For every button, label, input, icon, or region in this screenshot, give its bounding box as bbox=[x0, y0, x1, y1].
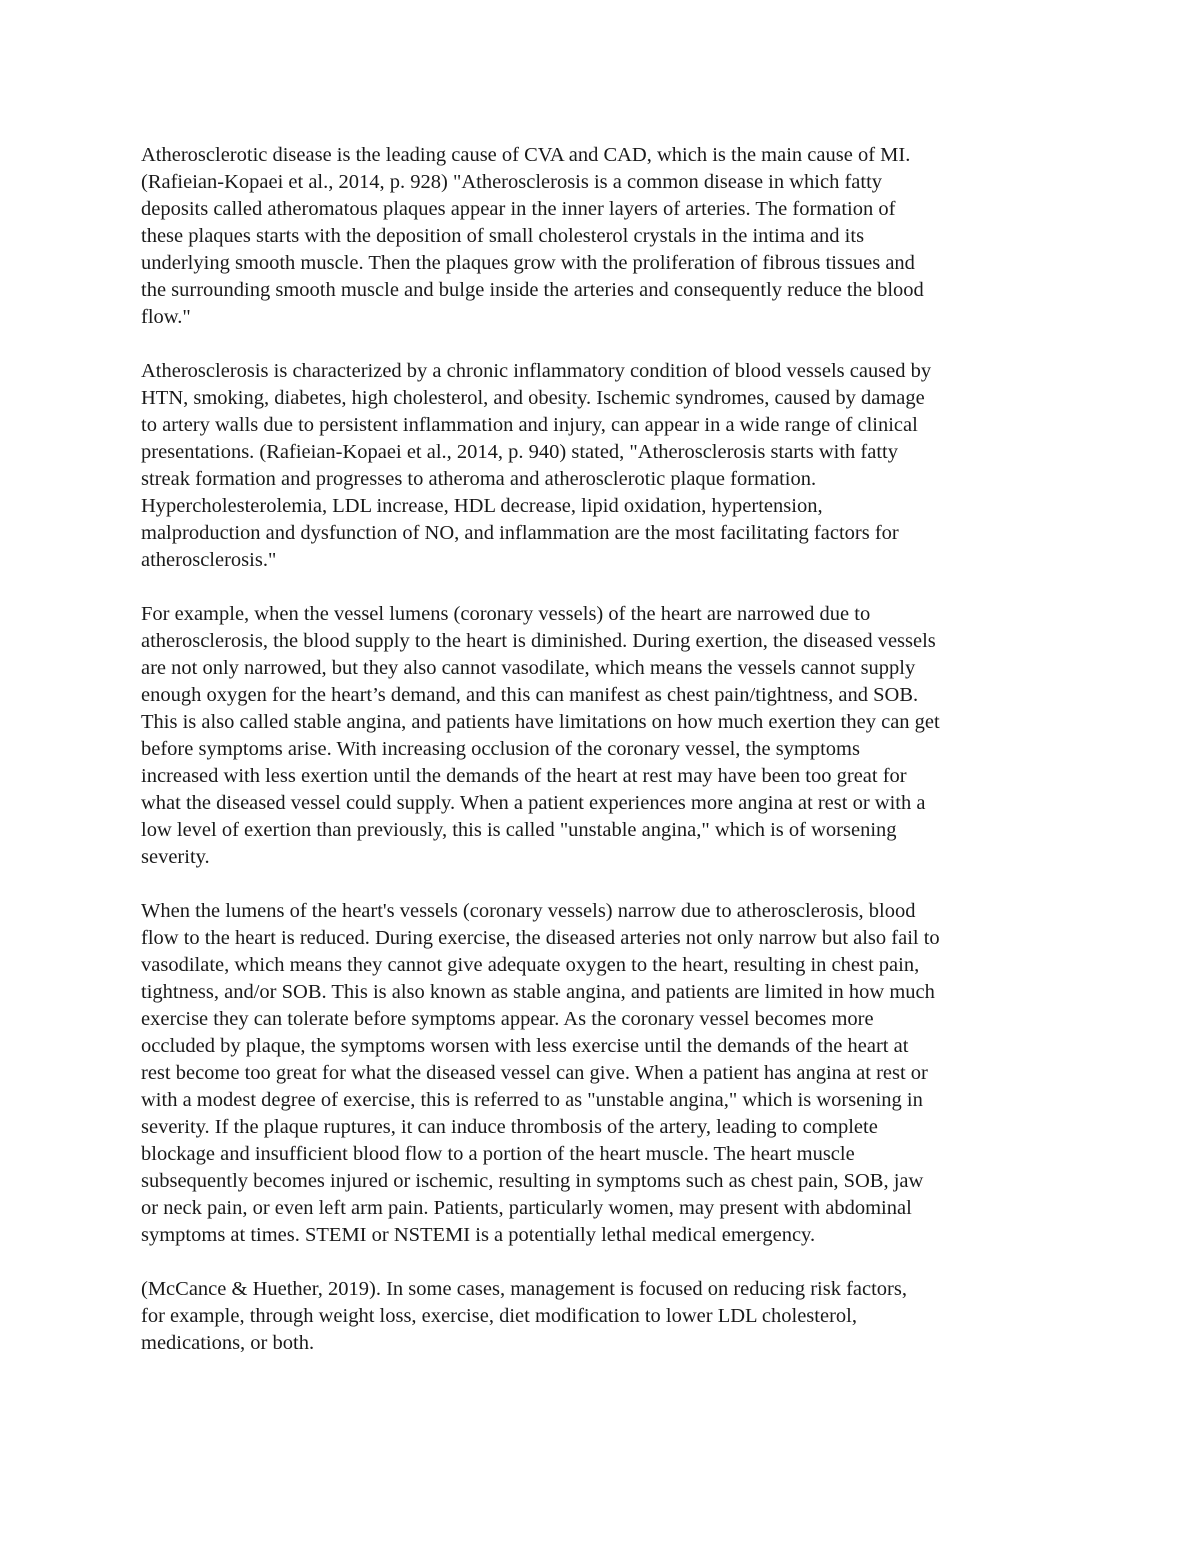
paragraph-5: (McCance & Huether, 2019). In some cases, management is focused on reducing risk factors, for example, through weight loss, exercise, diet modification to lower LDL cholesterol, medications, or both. bbox=[141, 1278, 907, 1354]
paragraph-3: For example, when the vessel lumens (coronary vessels) of the heart are narrowed due to atherosclerosis, the blood supply to the heart is diminished. During exertion, the diseased vessels are not only narrowed, but they also cannot vasodilate, which means the vessels cannot supply enough oxygen for the heart’s demand, and this can manifest as chest pain/tightness, and SOB. This is also called stable angina, and patients have limitations on how much exertion they can get before symptoms arise. With increasing occlusion of the coronary vessel, the symptoms increased with less exertion until the demands of the heart at rest may have been too great for what the diseased vessel could supply. When a patient experiences more angina at rest or with a low level of exertion than previously, this is called "unstable angina," which is of worsening severity. bbox=[141, 603, 940, 868]
paragraph-4: When the lumens of the heart's vessels (coronary vessels) narrow due to atherosclerosis, blood flow to the heart is reduced. During exercise, the diseased arteries not only narrow but also fail to vasodilate, which means they cannot give adequate oxygen to the heart, resulting in chest pain, tightness, and/or SOB. This is also known as stable angina, and patients are limited in how much exercise they can tolerate before symptoms appear. As the coronary vessel becomes more occluded by plaque, the symptoms worsen with less exercise until the demands of the heart at rest become too great for what the diseased vessel can give. When a patient has angina at rest or with a modest degree of exercise, this is referred to as "unstable angina," which is worsening in severity. If the plaque ruptures, it can induce thrombosis of the artery, leading to complete blockage and insufficient blood flow to a portion of the heart muscle. The heart muscle subsequently becomes injured or ischemic, resulting in symptoms such as chest pain, SOB, jaw or neck pain, or even left arm pain. Patients, particularly women, may present with abdominal symptoms at times. STEMI or NSTEMI is a potentially lethal medical emergency. bbox=[141, 900, 940, 1246]
document-body bbox=[141, 142, 1066, 1384]
paragraph-1: Atherosclerotic disease is the leading cause of CVA and CAD, which is the main cause of MI. (Rafieian-Kopaei et al., 2014, p. 928) "Atherosclerosis is a common disease in which fatty deposits called atheromatous plaques appear in the inner layers of arteries. The formation of these plaques starts with the deposition of small cholesterol crystals in the intima and its underlying smooth muscle. Then the plaques grow with the proliferation of fibrous tissues and the surrounding smooth muscle and bulge inside the arteries and consequently reduce the blood flow." bbox=[141, 144, 924, 328]
paragraph-2: Atherosclerosis is characterized by a chronic inflammatory condition of blood vessels caused by HTN, smoking, diabetes, high cholesterol, and obesity. Ischemic syndromes, caused by damage to artery walls due to persistent inflammation and injury, can appear in a wide range of clinical presentations. (Rafieian-Kopaei et al., 2014, p. 940) stated, "Atherosclerosis starts with fatty streak formation and progresses to atheroma and atherosclerotic plaque formation. Hypercholesterolemia, LDL increase, HDL decrease, lipid oxidation, hypertension, malproduction and dysfunction of NO, and inflammation are the most facilitating factors for atherosclerosis." bbox=[141, 360, 932, 571]
